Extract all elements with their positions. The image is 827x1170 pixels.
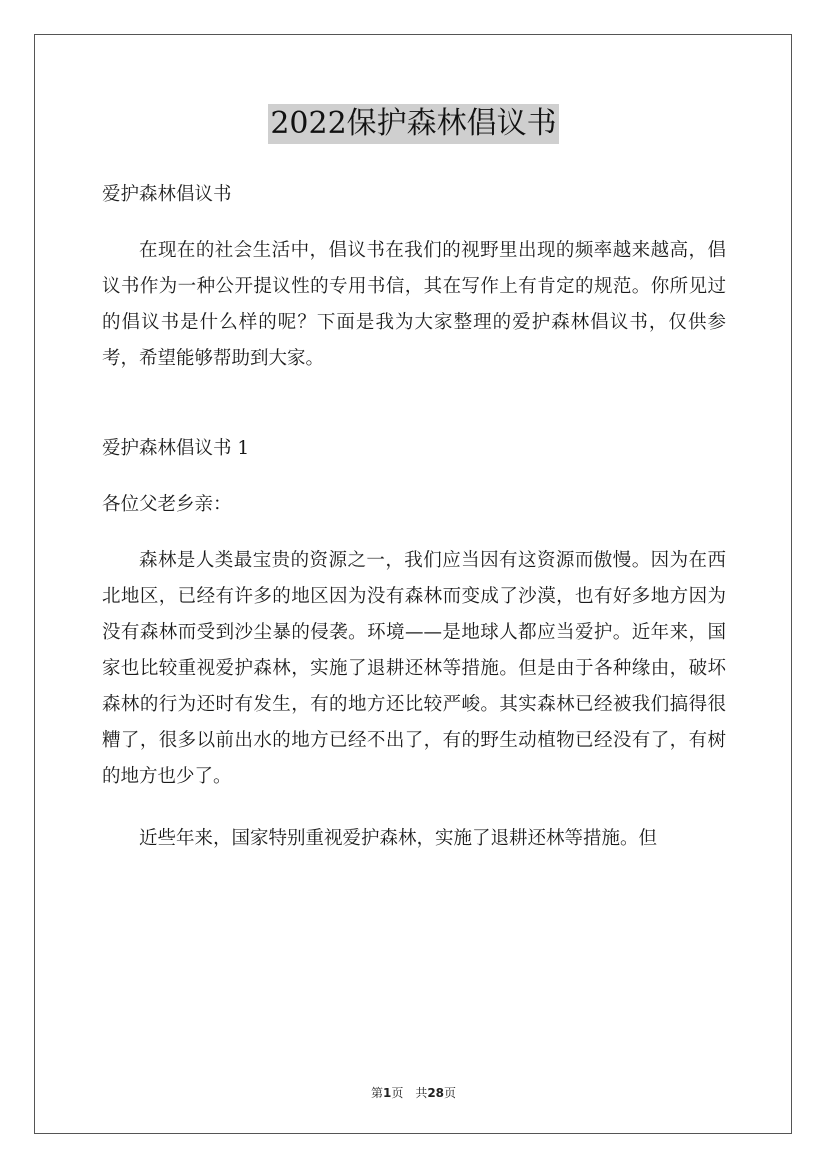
intro-paragraph: 在现在的社会生活中，倡议书在我们的视野里出现的频率越来越高，倡议书作为一种公开提议性的专用书信，其在写作上有肯定的规范。你所见过的倡议书是什么样的呢？下面是我为大家整理的爱护森林倡议书，仅供参考，希望能够帮助到大家。 [102,240,726,369]
page-prefix: 第 [370,1086,383,1100]
page-current: 1 [382,1086,392,1100]
body-paragraph-2: 近些年来，国家特别重视爱护森林，实施了退耕还林等措施。但 [139,828,658,849]
document-body [102,177,726,857]
section-heading: 爱护森林倡议书 1 [102,438,250,459]
document-title: 2022保护森林倡议书 [268,104,558,144]
page-suffix: 页 [444,1086,457,1100]
page-mid: 页 共 [391,1086,428,1100]
subtitle: 爱护森林倡议书 [102,184,232,205]
page-footer [0,1084,827,1101]
body-paragraph-1: 森林是人类最宝贵的资源之一，我们应当因有这资源而傲慢。因为在西北地区，已经有许多的地区因为没有森林而变成了沙漠，也有好多地方因为没有森林而受到沙尘暴的侵袭。环境——是地球人都应当爱护。近年来，国家也比较重视爱护森林，实施了退耕还林等措施。但是由于各种缘由，破坏森林的行为还时有发生，有的地方还比较严峻。其实森林已经被我们搞得很糟了，很多以前出水的地方已经不出了，有的野生动植物已经没有了，有树的地方也少了。 [102,550,726,787]
page-total: 28 [427,1086,445,1100]
salutation: 各位父老乡亲： [102,494,232,515]
document-title-wrapper [0,104,827,144]
